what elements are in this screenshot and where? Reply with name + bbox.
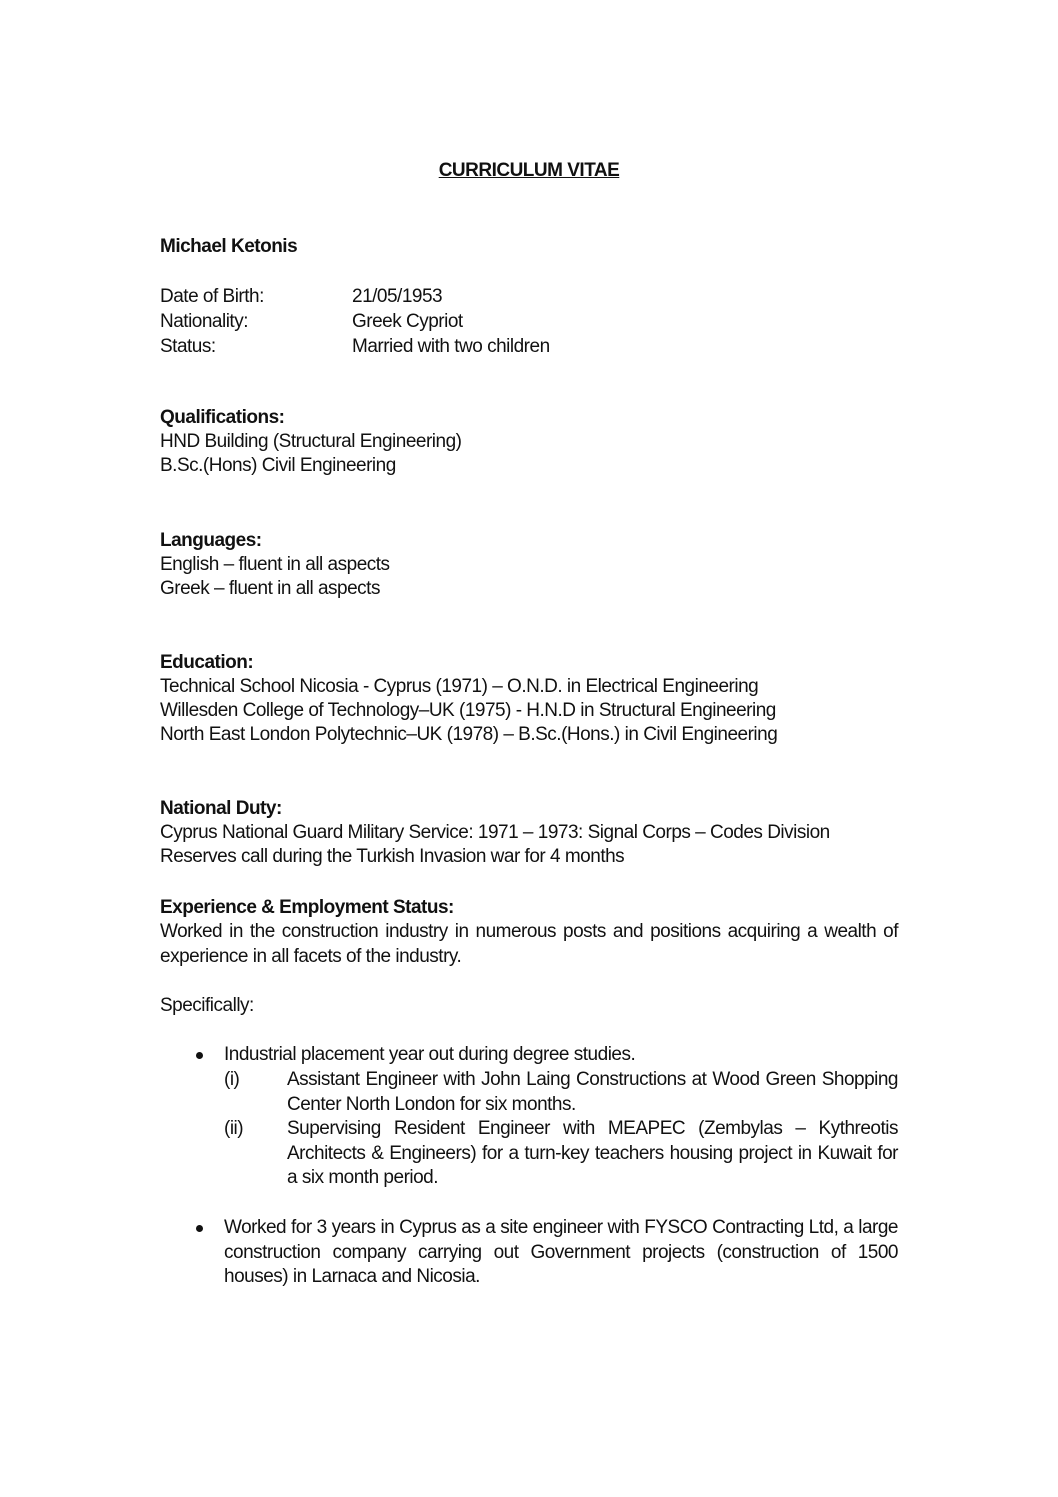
national-duty-section — [160, 797, 900, 869]
sub-item-text: Assistant Engineer with John Laing Constructions at Wood Green Shopping Center North London for six months. — [287, 1069, 898, 1115]
sub-item-number: (i) — [224, 1069, 240, 1090]
education-heading: Education: — [160, 652, 254, 673]
personal-row-status — [160, 334, 860, 359]
dob-value: 21/05/1953 — [352, 286, 443, 307]
language-item: Greek – fluent in all aspects — [160, 578, 380, 599]
status-value: Married with two children — [352, 336, 550, 357]
national-duty-item: Cyprus National Guard Military Service: 1971 – 1973: Signal Corps – Codes Division — [160, 822, 830, 843]
bullet-icon — [196, 1052, 203, 1059]
languages-section — [160, 529, 900, 601]
person-name: Michael Ketonis — [160, 236, 298, 257]
status-label: Status: — [160, 336, 216, 357]
personal-details — [160, 284, 860, 359]
personal-row-dob — [160, 284, 860, 309]
bullet-item — [160, 1043, 900, 1193]
experience-text: Worked in the construction industry in numerous posts and positions acquiring a wealth of experience in all facets of the industry. — [160, 921, 898, 967]
bullet-icon — [196, 1225, 203, 1232]
sub-item-number: (ii) — [224, 1118, 244, 1139]
languages-heading: Languages: — [160, 530, 262, 551]
national-duty-item: Reserves call during the Turkish Invasion war for 4 months — [160, 846, 625, 867]
personal-row-nationality — [160, 309, 860, 334]
experience-heading: Experience & Employment Status: — [160, 897, 454, 918]
bullet-text: Worked for 3 years in Cyprus as a site engineer with FYSCO Contracting Ltd, a large construction company carrying out Government projects (construction of 1500 houses) in Larnaca and Nicosia. — [224, 1217, 898, 1287]
qualifications-section — [160, 406, 900, 478]
education-item: Technical School Nicosia - Cyprus (1971) – O.N.D. in Electrical Engineering — [160, 676, 759, 697]
bullet-item — [160, 1216, 900, 1296]
qualification-item: B.Sc.(Hons) Civil Engineering — [160, 455, 396, 476]
education-section — [160, 651, 900, 747]
specifically-label: Specifically: — [160, 995, 254, 1016]
language-item: English – fluent in all aspects — [160, 554, 390, 575]
qualification-item: HND Building (Structural Engineering) — [160, 431, 462, 452]
bullet-text: Industrial placement year out during degree studies. — [224, 1044, 636, 1065]
dob-label: Date of Birth: — [160, 286, 264, 307]
experience-section — [160, 896, 900, 969]
nationality-value: Greek Cypriot — [352, 311, 463, 332]
education-item: Willesden College of Technology–UK (1975) - H.N.D in Structural Engineering — [160, 700, 776, 721]
education-item: North East London Polytechnic–UK (1978) – B.Sc.(Hons.) in Civil Engineering — [160, 724, 778, 745]
national-duty-heading: National Duty: — [160, 798, 282, 819]
qualifications-heading: Qualifications: — [160, 407, 285, 428]
document-title: CURRICULUM VITAE — [438, 160, 620, 181]
nationality-label: Nationality: — [160, 311, 248, 332]
sub-item-text: Supervising Resident Engineer with MEAPEC (Zembylas – Kythreotis Architects & Engineers) for a turn-key teachers housing project in Kuwait for a six month period. — [287, 1118, 898, 1188]
